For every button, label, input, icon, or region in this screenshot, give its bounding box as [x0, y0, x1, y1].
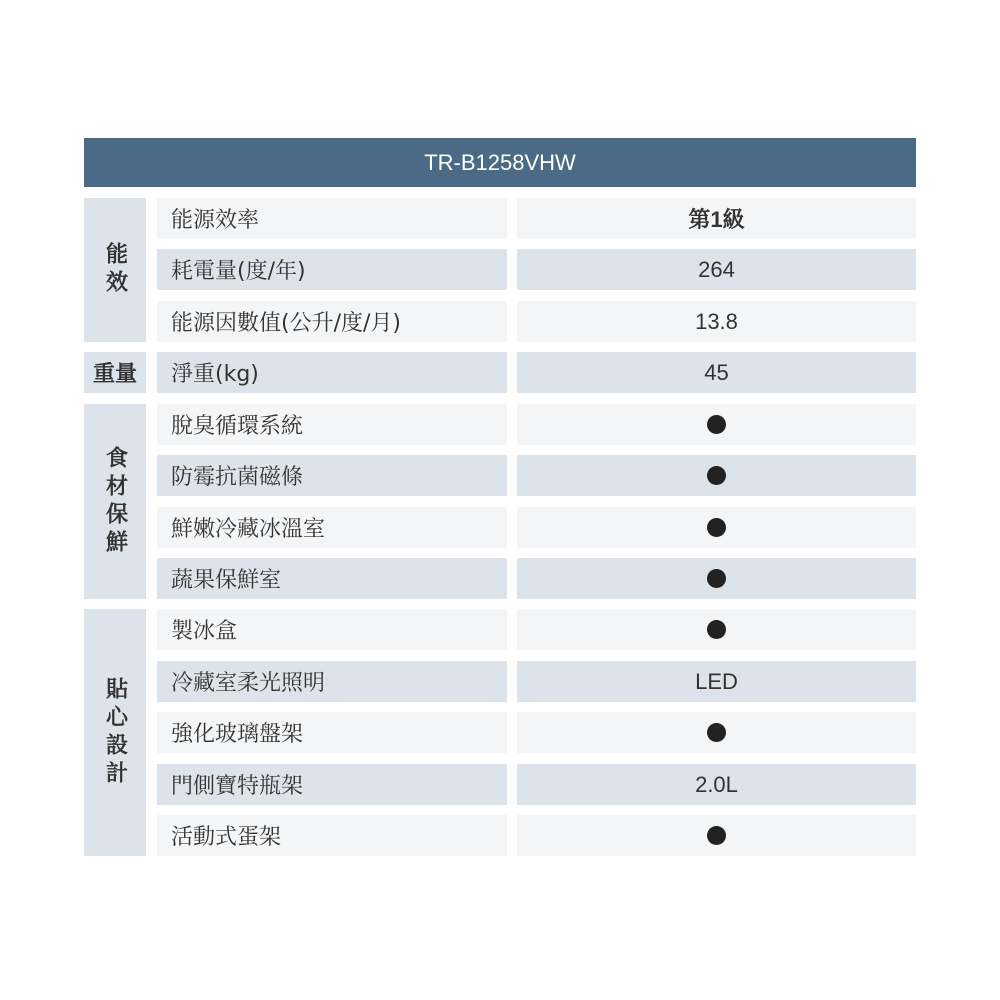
- row-label: 耗電量(度/年): [157, 249, 507, 290]
- category-weight: [84, 352, 146, 393]
- row-label: 強化玻璃盤架: [157, 712, 507, 753]
- category-energy: [84, 198, 146, 342]
- row-value: 2.0L: [517, 764, 916, 805]
- category-energy-label: 能效: [102, 242, 128, 298]
- row-value: LED: [517, 661, 916, 702]
- row-label: 蔬果保鮮室: [157, 558, 507, 599]
- filled-dot-icon: [707, 826, 726, 845]
- category-convenience-label: 貼心設計: [102, 676, 128, 789]
- filled-dot-icon: [707, 723, 726, 742]
- filled-dot-icon: [707, 518, 726, 537]
- row-value-dot: [517, 558, 916, 599]
- table-header-model: TR-B1258VHW: [84, 138, 916, 187]
- row-value-dot: [517, 815, 916, 856]
- row-label: 製冰盒: [157, 609, 507, 650]
- row-value: 264: [517, 249, 916, 290]
- row-value: 13.8: [517, 301, 916, 342]
- row-value-dot: [517, 404, 916, 445]
- category-convenience: [84, 609, 146, 856]
- category-freshness-label: 食材保鮮: [102, 445, 128, 558]
- row-label: 淨重(kg): [157, 352, 507, 393]
- category-freshness: [84, 404, 146, 599]
- row-label: 門側寶特瓶架: [157, 764, 507, 805]
- row-value-dot: [517, 455, 916, 496]
- filled-dot-icon: [707, 569, 726, 588]
- row-label: 脫臭循環系統: [157, 404, 507, 445]
- row-value-dot: [517, 507, 916, 548]
- row-label: 冷藏室柔光照明: [157, 661, 507, 702]
- filled-dot-icon: [707, 620, 726, 639]
- row-label: 活動式蛋架: [157, 815, 507, 856]
- row-label: 能源因數值(公升/度/月): [157, 301, 507, 342]
- category-weight-label: 重量: [92, 362, 137, 387]
- filled-dot-icon: [707, 415, 726, 434]
- row-value-dot: [517, 712, 916, 753]
- row-value: 45: [517, 352, 916, 393]
- row-label: 防霉抗菌磁條: [157, 455, 507, 496]
- filled-dot-icon: [707, 466, 726, 485]
- row-value-dot: [517, 609, 916, 650]
- row-value: 第1級: [517, 198, 916, 239]
- row-label: 能源效率: [157, 198, 507, 239]
- row-label: 鮮嫩冷藏冰溫室: [157, 507, 507, 548]
